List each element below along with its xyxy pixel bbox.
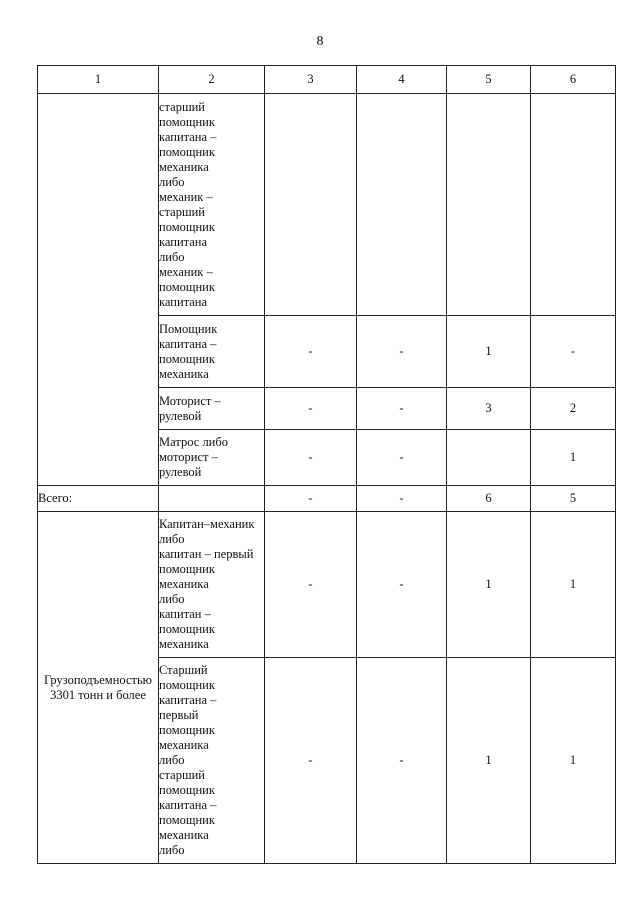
column-header-2: 2 <box>159 66 265 94</box>
value-cell: 1 <box>531 512 616 658</box>
total-value-cell: - <box>265 486 357 512</box>
value-cell: - <box>357 658 447 864</box>
value-cell: - <box>357 430 447 486</box>
column-header-1: 1 <box>38 66 159 94</box>
value-cell <box>357 94 447 316</box>
column-header-5: 5 <box>447 66 531 94</box>
value-cell: - <box>357 316 447 388</box>
page-number: 8 <box>316 34 324 49</box>
total-row <box>38 486 616 512</box>
value-cell <box>447 430 531 486</box>
position-cell: Капитан–механик либо капитан – первый помощник механика либо капитан – помощник механика <box>159 512 265 658</box>
vessel-category-cell: Грузоподъемностью 3301 тонн и более <box>38 512 159 864</box>
column-header-3: 3 <box>265 66 357 94</box>
value-cell: - <box>357 512 447 658</box>
column-header-6: 6 <box>531 66 616 94</box>
value-cell: 2 <box>531 388 616 430</box>
value-cell: 3 <box>447 388 531 430</box>
value-cell: 1 <box>447 316 531 388</box>
column-header-4: 4 <box>357 66 447 94</box>
value-cell <box>447 94 531 316</box>
value-cell <box>159 486 265 512</box>
value-cell <box>531 94 616 316</box>
value-cell <box>265 94 357 316</box>
value-cell: - <box>265 658 357 864</box>
total-label: Всего: <box>38 486 159 512</box>
header-row <box>38 66 616 94</box>
table-row <box>38 512 616 658</box>
position-cell: старший помощник капитана – помощник механика либо механик – старший помощник капитана либо механик – помощник капитана <box>159 94 265 316</box>
value-cell: 1 <box>447 512 531 658</box>
value-cell: - <box>265 512 357 658</box>
value-cell: 1 <box>447 658 531 864</box>
value-cell: - <box>265 316 357 388</box>
value-cell: - <box>357 388 447 430</box>
total-value-cell: - <box>357 486 447 512</box>
position-cell: Моторист – рулевой <box>159 388 265 430</box>
value-cell: - <box>265 388 357 430</box>
value-cell: - <box>531 316 616 388</box>
position-cell: Помощник капитана – помощник механика <box>159 316 265 388</box>
crew-staffing-table <box>37 65 616 864</box>
position-cell: Старший помощник капитана – первый помощник механика либо старший помощник капитана – помощник механика либо <box>159 658 265 864</box>
total-value-cell: 6 <box>447 486 531 512</box>
table-row <box>38 94 616 316</box>
value-cell: 1 <box>531 430 616 486</box>
position-cell: Матрос либо моторист – рулевой <box>159 430 265 486</box>
category-cell-empty <box>38 94 159 486</box>
value-cell: 1 <box>531 658 616 864</box>
total-value-cell: 5 <box>531 486 616 512</box>
value-cell: - <box>265 430 357 486</box>
